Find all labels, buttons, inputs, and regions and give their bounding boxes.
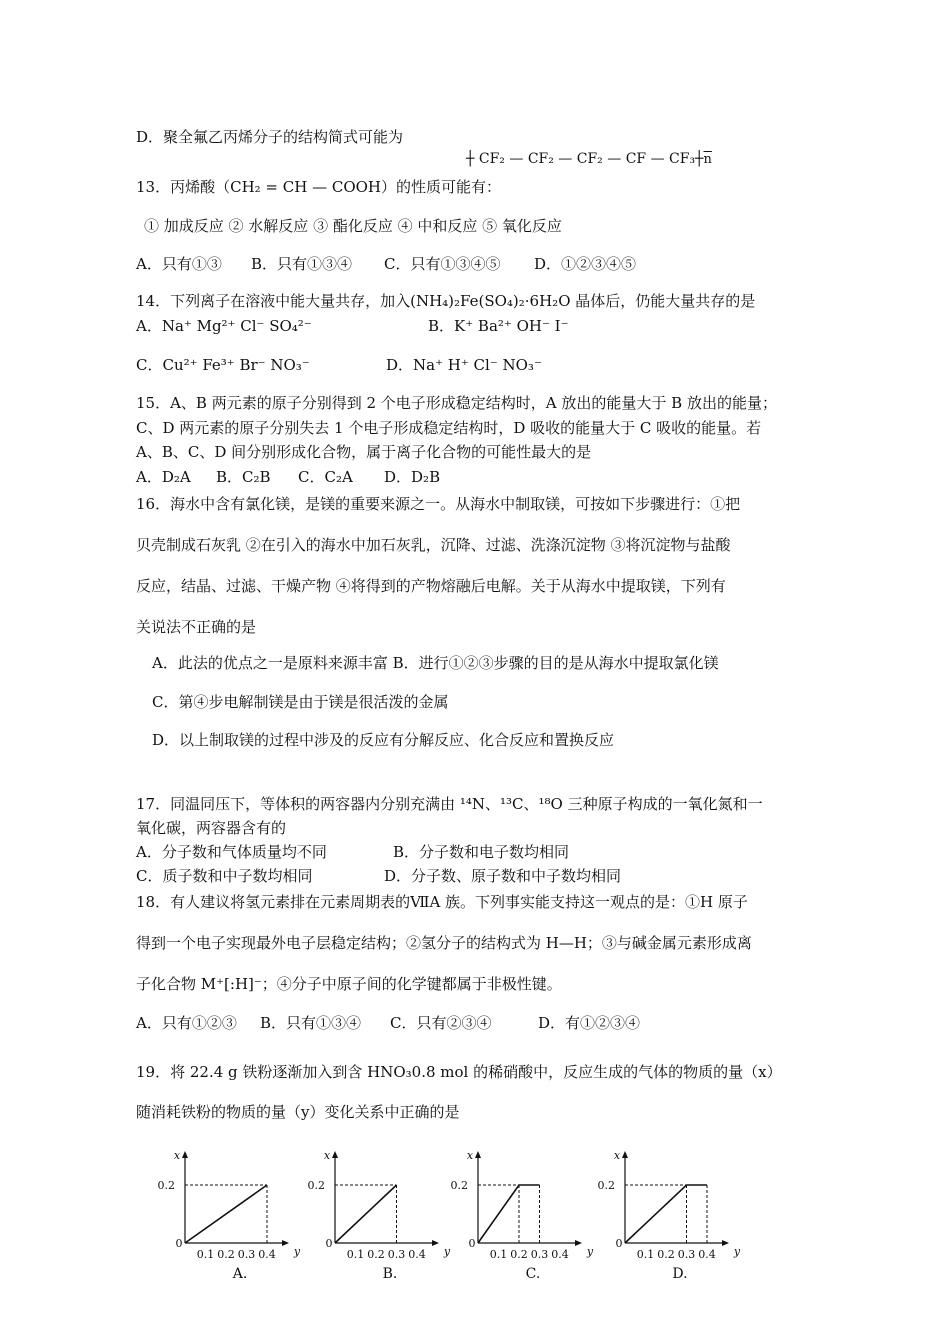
- graph-c-y-arrow: [475, 1151, 481, 1158]
- graph-c-x-tick-0: 0.1: [489, 1248, 508, 1261]
- graph-b-y-tick-0: 0.2: [307, 1179, 325, 1192]
- q16-line-2: 贝壳制成石灰乳 ②在引入的海水中加石灰乳，沉降、过滤、洗涤沉淀物 ③将沉淀物与盐酸: [136, 536, 731, 554]
- graph-d-x-tick-3: 0.4: [698, 1248, 716, 1261]
- q18-option-a: A．只有①②③: [136, 1014, 237, 1032]
- polymer-n: $\overline{n}$: [703, 152, 712, 167]
- q17-line-2: 氧化碳，两容器含有的: [136, 819, 287, 837]
- graph-a-x-arrow: [282, 1240, 289, 1246]
- graph-b-caption: B.: [382, 1266, 398, 1282]
- graph-c-x-tick-2: 0.3: [530, 1248, 549, 1261]
- graph-d-y-arrow: [622, 1151, 628, 1158]
- graph-a-x-tick-2: 0.3: [237, 1248, 256, 1261]
- q13-option-a: A．只有①③: [136, 255, 222, 273]
- q15-option-c: C．C₂A: [298, 468, 353, 486]
- q13-option-c: C．只有①③④⑤: [384, 255, 501, 273]
- graph-d-x-arrow: [722, 1240, 729, 1246]
- graph-d-x-tick-0: 0.1: [636, 1248, 655, 1261]
- graph-c-x-tick-1: 0.2: [510, 1248, 528, 1261]
- q16-line-3: 反应，结晶、过滤、干燥产物 ④将得到的产物熔融后电解。关于从海水中提取镁，下列有: [136, 577, 726, 595]
- q18-line-3: 子化合物 M⁺[:H]⁻；④分子中原子间的化学键都属于非极性键。: [136, 975, 562, 993]
- graph-b-x-tick-3: 0.4: [408, 1248, 426, 1261]
- graph-c-series-line: [478, 1185, 540, 1243]
- q16-line-4: 关说法不正确的是: [136, 618, 257, 636]
- graph-d-x-tick-1: 0.2: [657, 1248, 675, 1261]
- q17-option-d: D．分子数、原子数和中子数均相同: [384, 867, 622, 885]
- q15-option-a: A．D₂A: [136, 468, 191, 486]
- graph-a-x-label: y: [293, 1245, 301, 1258]
- graph-a-y-tick-0: 0.2: [157, 1179, 175, 1192]
- q16-option-d: D．以上制取镁的过程中涉及的反应有分解反应、化合反应和置换反应: [152, 731, 615, 749]
- graph-b-y-arrow: [332, 1151, 338, 1158]
- q19-line-2: 随消耗铁粉的物质的量（y）变化关系中正确的是: [136, 1103, 460, 1121]
- graph-c-caption: C.: [525, 1266, 541, 1282]
- graph-a-x-tick-0: 0.1: [196, 1248, 215, 1261]
- q17-option-a: A．分子数和气体质量均不同: [136, 843, 327, 861]
- q18-option-c: C．只有②③④: [390, 1014, 492, 1032]
- graph-b-x-tick-0: 0.1: [346, 1248, 365, 1261]
- graph-b-x-tick-1: 0.2: [367, 1248, 385, 1261]
- graph-c-origin-label: 0: [468, 1237, 476, 1250]
- graph-c-y-tick-0: 0.2: [450, 1179, 468, 1192]
- q12-option-d: D．聚全氟乙丙烯分子的结构简式可能为: [136, 128, 404, 146]
- graph-d-origin-label: 0: [615, 1237, 623, 1250]
- graph-a-x-tick-3: 0.4: [258, 1248, 276, 1261]
- q18-option-d: D．有①②③④: [538, 1014, 641, 1032]
- q16-option-c: C．第④步电解制镁是由于镁是很活泼的金属: [152, 693, 449, 711]
- q18-option-b: B．只有①③④: [260, 1014, 362, 1032]
- graph-c-x-label: y: [586, 1245, 594, 1258]
- q19-line-1: 19．将 22.4 g 铁粉逐渐加入到含 HNO₃0.8 mol 的稀硝酸中，反应生成的气体的物质的量（x）: [136, 1063, 782, 1081]
- graph-b-y-label: x: [323, 1149, 331, 1162]
- graph-d-caption: D.: [672, 1266, 688, 1282]
- graph-a-caption: A.: [232, 1266, 248, 1282]
- q18-line-1: 18．有人建议将氢元素排在元素周期表的ⅦA 族。下列事实能支持这一观点的是：①H 原子: [136, 893, 748, 911]
- graph-b-x-arrow: [432, 1240, 439, 1246]
- q14-stem: 14．下列离子在溶液中能大量共存，加入(NH₄)₂Fe(SO₄)₂·6H₂O 晶体后，仍能大量共存的是: [136, 292, 756, 310]
- graph-d-y-label: x: [613, 1149, 621, 1162]
- q16-option-ab: A．此法的优点之一是原料来源丰富 B．进行①②③步骤的目的是从海水中提取氯化镁: [152, 654, 719, 672]
- polymer-formula-body: ┼ CF₂ — CF₂ — CF₂ — CF — CF₃┼: [466, 151, 704, 167]
- graph-d-y-tick-0: 0.2: [597, 1179, 615, 1192]
- q15-option-d: D．D₂B: [384, 468, 441, 486]
- q16-line-1: 16．海水中含有氯化镁，是镁的重要来源之一。从海水中制取镁，可按如下步骤进行：①把: [136, 495, 741, 513]
- q14-option-a: A．Na⁺ Mg²⁺ Cl⁻ SO₄²⁻: [136, 317, 312, 335]
- graph-a-series-line: [185, 1185, 267, 1243]
- graph-b-origin-label: 0: [325, 1237, 333, 1250]
- graph-d-x-label: y: [733, 1245, 741, 1258]
- graph-a-origin-label: 0: [175, 1237, 183, 1250]
- graph-a-x-tick-1: 0.2: [217, 1248, 235, 1261]
- graph-c-x-arrow: [575, 1240, 582, 1246]
- graph-c-x-tick-3: 0.4: [551, 1248, 569, 1261]
- q18-line-2: 得到一个电子实现最外电子层稳定结构；②氢分子的结构式为 H—H；③与碱金属元素形成离: [136, 934, 752, 952]
- graph-a-y-arrow: [182, 1151, 188, 1158]
- q13-items: ① 加成反应 ② 水解反应 ③ 酯化反应 ④ 中和反应 ⑤ 氧化反应: [144, 217, 562, 235]
- q14-option-b: B．K⁺ Ba²⁺ OH⁻ I⁻: [428, 317, 569, 335]
- q17-option-c: C．质子数和中子数均相同: [136, 867, 313, 885]
- graph-b-x-label: y: [443, 1245, 451, 1258]
- q17-line-1: 17．同温同压下，等体积的两容器内分别充满由 ¹⁴N、¹³C、¹⁸O 三种原子构成的一氧化氮和一: [136, 795, 763, 813]
- graph-c-y-label: x: [466, 1149, 474, 1162]
- q14-option-c: C．Cu²⁺ Fe³⁺ Br⁻ NO₃⁻: [136, 356, 310, 374]
- q13-option-d: D．①②③④⑤: [534, 255, 637, 273]
- q14-option-d: D．Na⁺ H⁺ Cl⁻ NO₃⁻: [386, 356, 542, 374]
- q15-option-b: B．C₂B: [216, 468, 271, 486]
- q13-option-b: B．只有①③④: [251, 255, 353, 273]
- graph-b-series-line: [335, 1185, 397, 1243]
- graph-d-x-tick-2: 0.3: [677, 1248, 696, 1261]
- q15-line-3: A、B、C、D 间分别形成化合物，属于离子化合物的可能性最大的是: [136, 443, 592, 461]
- q15-line-1: 15．A、B 两元素的原子分别得到 2 个电子形成稳定结构时，A 放出的能量大于 B 放出的能量；: [136, 394, 777, 412]
- graph-a-y-label: x: [173, 1149, 181, 1162]
- q13-stem: 13．丙烯酸（CH₂ = CH — COOH）的性质可能有：: [136, 178, 502, 196]
- q17-option-b: B．分子数和电子数均相同: [393, 843, 570, 861]
- graph-b-x-tick-2: 0.3: [387, 1248, 406, 1261]
- graph-d-series-line: [625, 1185, 707, 1243]
- q15-line-2: C、D 两元素的原子分别失去 1 个电子形成稳定结构时，D 吸收的能量大于 C 吸收的能量。若: [136, 419, 762, 437]
